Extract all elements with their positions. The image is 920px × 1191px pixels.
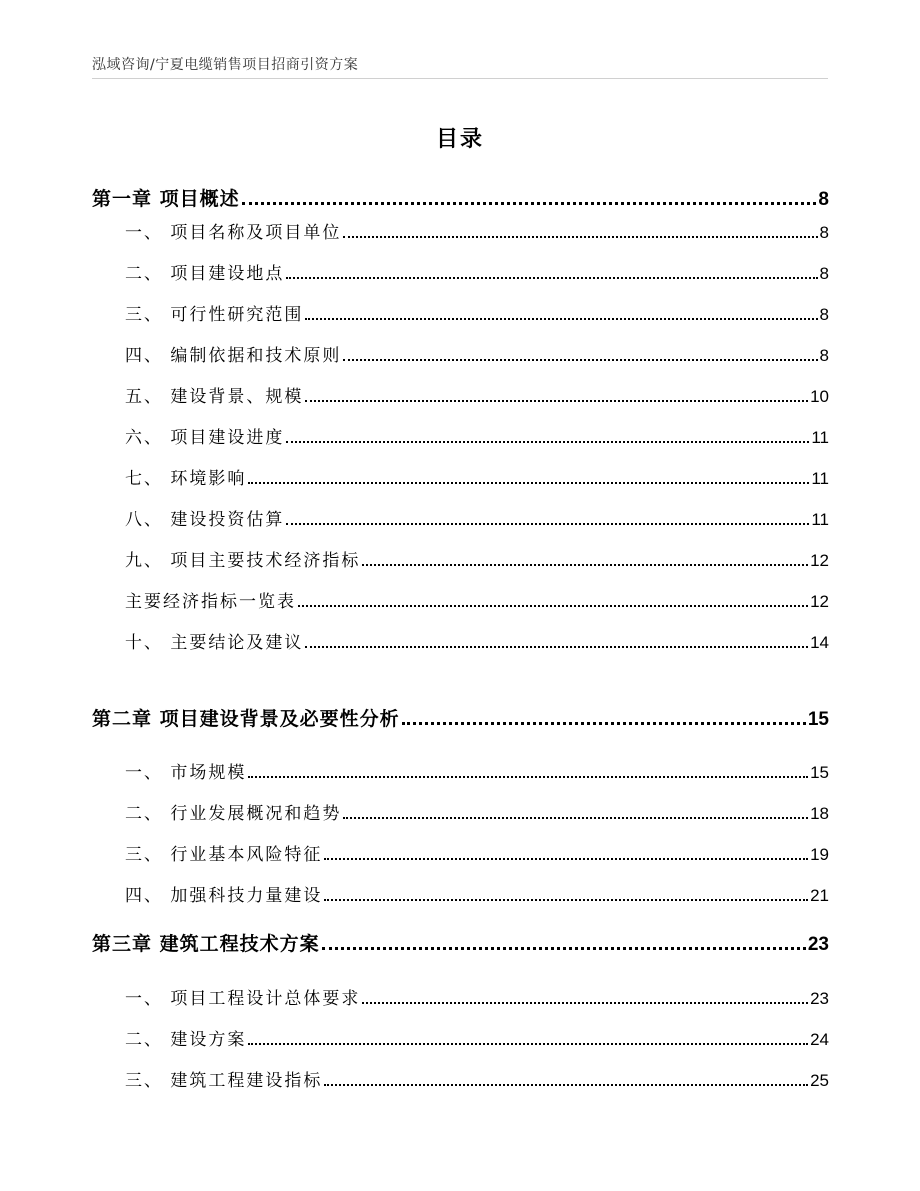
toc-page-number: 12 <box>810 551 829 570</box>
dot-leader <box>362 1002 808 1004</box>
toc-page-number: 10 <box>810 387 829 406</box>
toc-title: 目录 <box>435 127 484 152</box>
toc-entry-label: 三、 行业基本风险特征 <box>125 845 323 865</box>
toc-page-number: 11 <box>811 428 829 447</box>
toc-section-1-table[interactable] <box>92 587 829 612</box>
toc-page-number: 25 <box>810 1071 829 1090</box>
dot-leader <box>343 359 817 361</box>
toc-page-number: 14 <box>810 633 829 652</box>
toc-page-number: 8 <box>819 264 829 283</box>
toc-page-number: 18 <box>810 804 829 823</box>
toc-section-1-5[interactable] <box>92 382 829 407</box>
toc-entry-label: 八、 建设投资估算 <box>125 510 285 530</box>
dot-leader <box>343 236 817 238</box>
dot-leader <box>324 1084 808 1086</box>
toc-page-number: 11 <box>811 510 829 529</box>
toc-section-2-1[interactable] <box>92 758 829 783</box>
toc-entry-label: 五、 建设背景、规模 <box>125 387 304 407</box>
toc-section-2-3[interactable] <box>92 840 829 865</box>
toc-entry-label: 六、 项目建设进度 <box>125 428 285 448</box>
toc-page-number: 8 <box>819 223 829 242</box>
toc-section-1-9[interactable] <box>92 546 829 571</box>
dot-leader <box>248 482 809 484</box>
toc-entry-label: 第一章 项目概述 <box>92 188 240 210</box>
toc-page-number: 15 <box>807 709 829 730</box>
toc-section-2-4[interactable] <box>92 881 829 906</box>
toc-entry-label: 四、 编制依据和技术原则 <box>125 346 342 366</box>
toc-entry-label: 一、 项目工程设计总体要求 <box>125 989 361 1009</box>
toc-section-1-10[interactable] <box>92 628 829 653</box>
dot-leader <box>305 646 808 648</box>
toc-entry-label: 二、 建设方案 <box>125 1030 247 1050</box>
toc-entry-label: 二、 行业发展概况和趋势 <box>125 804 342 824</box>
toc-page-number: 8 <box>819 305 829 324</box>
header-divider <box>92 78 828 79</box>
toc-page-number: 23 <box>810 989 829 1008</box>
dot-leader <box>298 605 808 607</box>
toc-page-number: 24 <box>810 1030 829 1049</box>
toc-section-1-2[interactable] <box>92 259 829 284</box>
toc-section-1-4[interactable] <box>92 341 829 366</box>
toc-entry-label: 十、 主要结论及建议 <box>125 633 304 653</box>
dot-leader <box>305 400 808 402</box>
toc-section-3-3[interactable] <box>92 1066 829 1091</box>
dot-leader <box>402 722 806 725</box>
dot-leader <box>305 318 817 320</box>
toc-entry-label: 七、 环境影响 <box>125 469 247 489</box>
toc-section-1-1[interactable] <box>92 218 829 243</box>
toc-entry-label: 九、 项目主要技术经济指标 <box>125 551 361 571</box>
toc-section-2-2[interactable] <box>92 799 829 824</box>
toc-entry-label: 第三章 建筑工程技术方案 <box>92 933 320 955</box>
dot-leader <box>343 817 808 819</box>
toc-entry-label: 一、 项目名称及项目单位 <box>125 223 342 243</box>
dot-leader <box>248 1043 808 1045</box>
toc-entry-label: 一、 市场规模 <box>125 763 247 783</box>
toc-page-number: 15 <box>810 763 829 782</box>
dot-leader <box>362 564 808 566</box>
dot-leader <box>324 858 808 860</box>
toc-chapter-2[interactable] <box>92 704 829 731</box>
toc-section-1-6[interactable] <box>92 423 829 448</box>
toc-entry-label: 三、 可行性研究范围 <box>125 305 304 325</box>
toc-page-number: 11 <box>811 469 829 488</box>
toc-section-3-1[interactable] <box>92 984 829 1009</box>
toc-section-1-3[interactable] <box>92 300 829 325</box>
toc-page-number: 23 <box>807 934 829 955</box>
dot-leader <box>322 947 806 950</box>
toc-entry-label: 主要经济指标一览表 <box>125 592 296 612</box>
toc-section-1-8[interactable] <box>92 505 829 530</box>
dot-leader <box>286 441 809 443</box>
running-header: 泓域咨询/宁夏电缆销售项目招商引资方案 <box>92 57 359 73</box>
toc-entry-label: 第二章 项目建设背景及必要性分析 <box>92 708 400 730</box>
toc-section-1-7[interactable] <box>92 464 829 489</box>
dot-leader <box>286 277 817 279</box>
toc-entry-label: 三、 建筑工程建设指标 <box>125 1071 323 1091</box>
toc-page-number: 19 <box>810 845 829 864</box>
dot-leader <box>248 776 808 778</box>
toc-page-number: 21 <box>810 886 829 905</box>
dot-leader <box>286 523 809 525</box>
toc-entry-label: 四、 加强科技力量建设 <box>125 886 323 906</box>
dot-leader <box>324 899 808 901</box>
toc-page-number: 8 <box>819 346 829 365</box>
toc-chapter-3[interactable] <box>92 929 829 956</box>
toc-page-number: 8 <box>818 189 829 210</box>
toc-section-3-2[interactable] <box>92 1025 829 1050</box>
toc-page-number: 12 <box>810 592 829 611</box>
toc-entry-label: 二、 项目建设地点 <box>125 264 285 284</box>
toc-chapter-1[interactable] <box>92 184 829 211</box>
dot-leader <box>242 202 817 205</box>
